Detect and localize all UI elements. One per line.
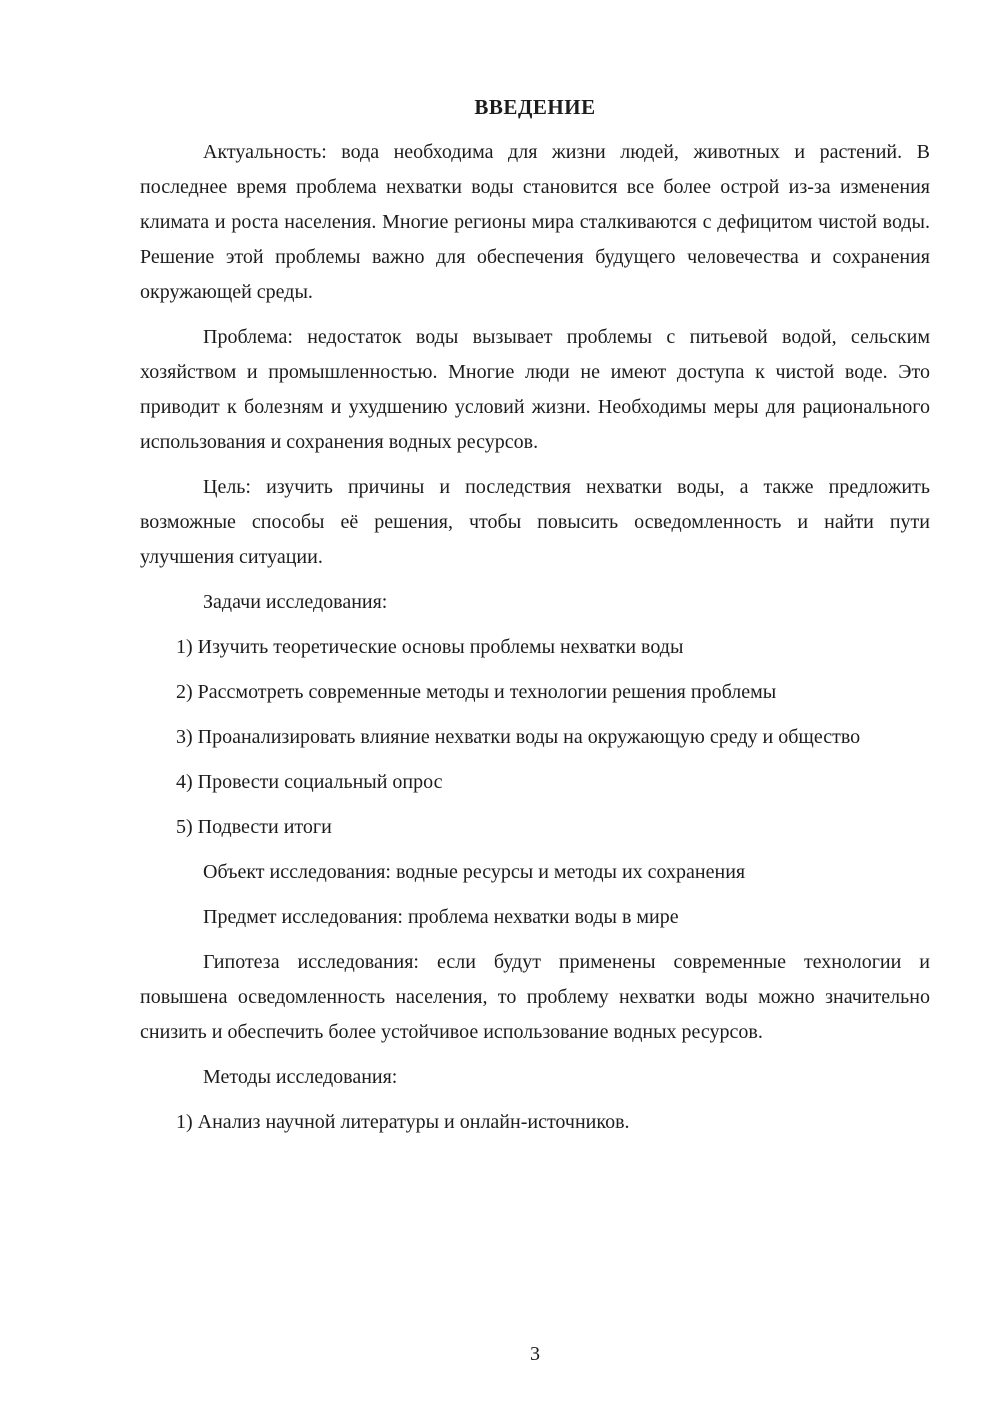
paragraph-goal: Цель: изучить причины и последствия нехватки воды, а также предложить возможные способы её решения, чтобы повысить осведомленность и найти пути улучшения ситуации. bbox=[140, 476, 930, 568]
document-title: ВВЕДЕНИЕ bbox=[474, 95, 596, 119]
task-item-4: 4) Провести социальный опрос bbox=[176, 771, 443, 793]
paragraph-hypothesis: Гипотеза исследования: если будут применены современные технологии и повышена осведомленность населения, то проблему нехватки воды можно значительно снизить и обеспечить более устойчивое использование водных ресурсов. bbox=[140, 951, 930, 1043]
object-of-research-line: Объект исследования: водные ресурсы и методы их сохранения bbox=[203, 861, 746, 883]
task-item-3: 3) Проанализировать влияние нехватки воды на окружающую среду и общество bbox=[176, 726, 861, 748]
tasks-heading: Задачи исследования: bbox=[203, 591, 388, 613]
page-number: 3 bbox=[530, 1343, 540, 1365]
task-item-1: 1) Изучить теоретические основы проблемы нехватки воды bbox=[176, 636, 684, 658]
methods-heading: Методы исследования: bbox=[203, 1066, 398, 1088]
method-item-1: 1) Анализ научной литературы и онлайн-источников. bbox=[176, 1111, 630, 1133]
subject-of-research-line: Предмет исследования: проблема нехватки воды в мире bbox=[203, 906, 679, 928]
paragraph-relevance: Актуальность: вода необходима для жизни людей, животных и растений. В последнее время проблема нехватки воды становится все более острой из-за изменения климата и роста населения. Многие регионы мира сталкиваются с дефицитом чистой воды. Решение этой проблемы важно для обеспечения будущего человечества и сохранения окружающей среды. bbox=[140, 141, 930, 303]
paragraph-problem: Проблема: недостаток воды вызывает проблемы с питьевой водой, сельским хозяйством и промышленностью. Многие люди не имеют доступа к чистой воде. Это приводит к болезням и ухудшению условий жизни. Необходимы меры для рационального использования и сохранения водных ресурсов. bbox=[140, 326, 930, 453]
task-item-5: 5) Подвести итоги bbox=[176, 816, 332, 838]
task-item-2: 2) Рассмотреть современные методы и технологии решения проблемы bbox=[176, 681, 777, 703]
